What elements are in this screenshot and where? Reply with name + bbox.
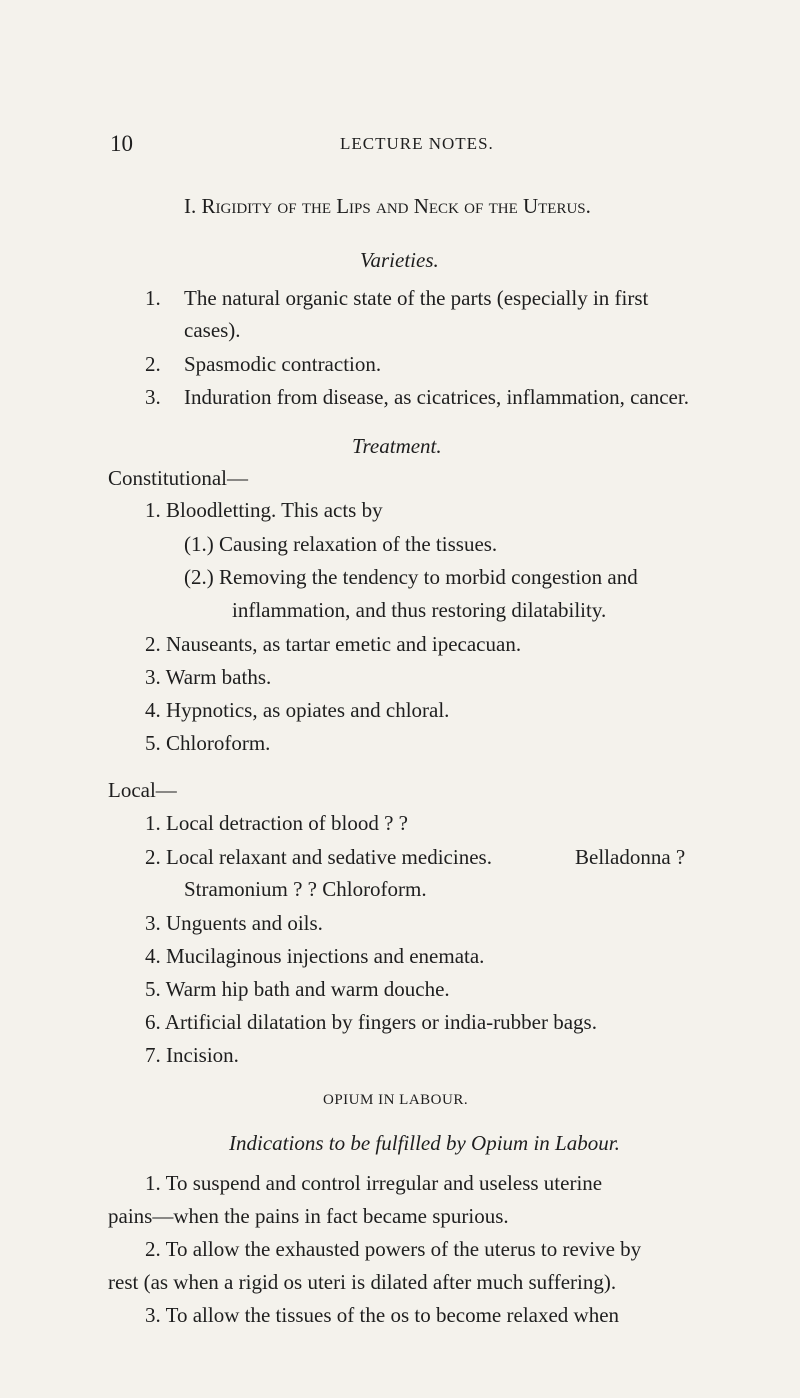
- section-title: I. Rigidity of the Lips and Neck of the Uterus.: [184, 194, 591, 218]
- varieties-heading: Varieties.: [360, 248, 439, 272]
- indication-1-line-1: 1. To suspend and control irregular and useless uterine: [145, 1171, 603, 1195]
- section-2-subtitle: Indications to be fulfilled by Opium in Labour.: [229, 1131, 620, 1155]
- local-item-4: 4. Mucilaginous injections and enemata.: [145, 944, 485, 968]
- variety-2-num: 2.: [145, 352, 161, 376]
- local-item-7: 7. Incision.: [145, 1043, 239, 1067]
- local-label: Local—: [108, 778, 177, 802]
- constitutional-item-4: 4. Hypnotics, as opiates and chloral.: [145, 698, 450, 722]
- variety-1-num: 1.: [145, 286, 161, 310]
- variety-3-num: 3.: [145, 385, 161, 409]
- treatment-heading: Treatment.: [352, 434, 442, 458]
- constitutional-sub-2-line-1: (2.) Removing the tendency to morbid congestion and: [184, 565, 638, 589]
- constitutional-sub-2-line-2: inflammation, and thus restoring dilatability.: [232, 598, 607, 622]
- variety-2-line-1: Spasmodic contraction.: [184, 352, 382, 376]
- page-number: 10: [110, 131, 133, 156]
- constitutional-item-2: 2. Nauseants, as tartar emetic and ipecacuan.: [145, 632, 522, 656]
- local-item-2-right: Belladonna ?: [575, 845, 686, 869]
- constitutional-label: Constitutional—: [108, 466, 249, 490]
- section-2-title: OPIUM IN LABOUR.: [323, 1092, 469, 1108]
- indication-2-line-2: rest (as when a rigid os uteri is dilated after much suffering).: [108, 1270, 617, 1294]
- indication-1-line-2: pains—when the pains in fact became spurious.: [108, 1204, 509, 1228]
- constitutional-item-1: 1. Bloodletting. This acts by: [145, 498, 383, 522]
- local-item-2-line-2: Stramonium ? ? Chloroform.: [184, 877, 427, 901]
- local-item-3: 3. Unguents and oils.: [145, 911, 323, 935]
- indication-3-line-1: 3. To allow the tissues of the os to become relaxed when: [145, 1303, 620, 1327]
- running-title: LECTURE NOTES.: [340, 134, 494, 153]
- variety-1-line-1: The natural organic state of the parts (especially in first: [184, 286, 649, 310]
- local-item-6: 6. Artificial dilatation by fingers or india-rubber bags.: [145, 1010, 597, 1034]
- local-item-2-line-1: 2. Local relaxant and sedative medicines.: [145, 845, 492, 869]
- variety-3-line-1: Induration from disease, as cicatrices, inflammation, cancer.: [184, 385, 689, 409]
- variety-1-line-2: cases).: [184, 318, 241, 342]
- constitutional-sub-1: (1.) Causing relaxation of the tissues.: [184, 532, 498, 556]
- constitutional-item-5: 5. Chloroform.: [145, 731, 271, 755]
- indication-2-line-1: 2. To allow the exhausted powers of the uterus to revive by: [145, 1237, 642, 1261]
- local-item-5: 5. Warm hip bath and warm douche.: [145, 977, 450, 1001]
- local-item-1: 1. Local detraction of blood ? ?: [145, 811, 408, 835]
- constitutional-item-3: 3. Warm baths.: [145, 665, 272, 689]
